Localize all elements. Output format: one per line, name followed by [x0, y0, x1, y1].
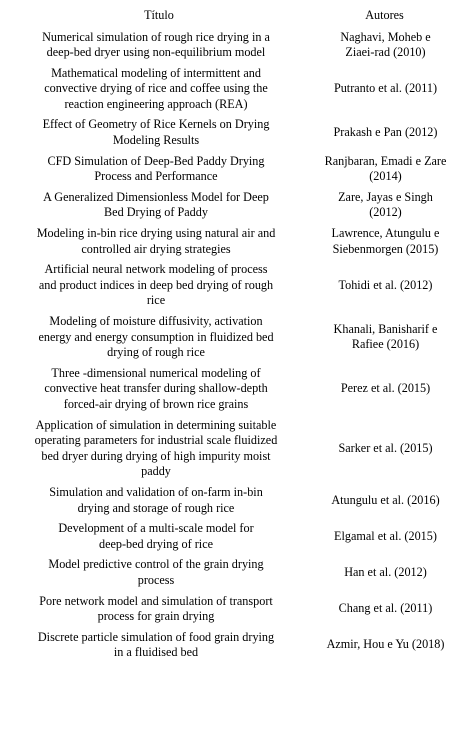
title-cell — [11, 312, 307, 364]
title-line: convective heat transfer during shallow-depth — [44, 381, 268, 396]
table-row — [11, 151, 462, 187]
title-line: drying of rough rice — [107, 345, 205, 360]
authors-cell — [307, 115, 462, 151]
references-table — [11, 8, 462, 663]
title-line: Model predictive control of the grain drying — [48, 557, 264, 572]
title-line: in a fluidised bed — [113, 645, 199, 660]
column-header-authors: Autores — [365, 8, 404, 22]
authors-line: (2014) — [369, 169, 402, 184]
title-line: Discrete particle simulation of food grain drying — [37, 629, 275, 644]
authors-cell — [307, 63, 462, 115]
title-cell — [11, 555, 307, 591]
title-line: Mathematical modeling of intermittent and — [51, 65, 261, 80]
title-line: Simulation and validation of on-farm in-bin — [49, 484, 263, 499]
title-cell — [11, 260, 307, 312]
authors-line: Tohidi et al. (2012) — [338, 277, 433, 292]
title-line: Numerical simulation of rough rice drying in a — [42, 29, 270, 44]
authors-cell — [307, 260, 462, 312]
authors-line: (2012) — [369, 205, 402, 220]
title-line: Application of simulation in determining suitable — [35, 417, 277, 432]
title-cell — [11, 519, 307, 555]
title-line: process — [137, 572, 175, 587]
authors-line: Han et al. (2012) — [344, 565, 427, 580]
authors-line: Atungulu et al. (2016) — [331, 492, 440, 507]
title-line: deep-bed dryer using non-equilibrium model — [46, 45, 266, 60]
table-row — [11, 224, 462, 260]
authors-line: Chang et al. (2011) — [338, 601, 433, 616]
title-line: Bed Drying of Paddy — [104, 205, 208, 220]
title-cell — [11, 151, 307, 187]
authors-cell — [307, 627, 462, 663]
table-header-row — [11, 8, 462, 27]
table-row — [11, 627, 462, 663]
title-line: Modeling of moisture diffusivity, activation — [49, 314, 263, 328]
title-line: bed dryer during drying of high impurity moist — [41, 448, 271, 463]
title-line: Artificial neural network modeling of process — [44, 262, 268, 277]
authors-line: Putranto et al. (2011) — [333, 81, 438, 96]
authors-line: Naghavi, Moheb e — [340, 29, 431, 44]
table-row — [11, 63, 462, 115]
title-line: forced-air drying of brown rice grains — [63, 396, 249, 411]
table-row — [11, 591, 462, 627]
column-header-title: Título — [144, 8, 174, 22]
authors-line: Siebenmorgen (2015) — [332, 241, 439, 256]
title-line: Modeling Results — [112, 133, 200, 148]
authors-cell — [307, 555, 462, 591]
title-cell — [11, 591, 307, 627]
table-row — [11, 415, 462, 482]
title-cell — [11, 363, 307, 415]
title-line: rice — [146, 293, 166, 308]
table-row — [11, 555, 462, 591]
title-line: and product indices in deep bed drying of rough — [38, 277, 274, 292]
title-line: convective drying of rice and coffee using the — [44, 81, 268, 96]
authors-cell — [307, 591, 462, 627]
title-line: energy and energy consumption in fluidized bed — [38, 329, 274, 344]
table-row — [11, 482, 462, 518]
title-line: Process and Performance — [94, 169, 218, 184]
title-line: paddy — [141, 464, 171, 479]
table-row — [11, 27, 462, 63]
title-line: deep-bed drying of rice — [98, 536, 214, 551]
title-cell — [11, 27, 307, 63]
authors-line: Khanali, Banisharif e — [333, 321, 438, 336]
authors-line: Sarker et al. (2015) — [338, 440, 433, 455]
table-row — [11, 519, 462, 555]
title-line: Development of a multi-scale model for — [58, 521, 254, 536]
title-line: operating parameters for industrial scale fluidized — [34, 433, 278, 448]
table-row — [11, 260, 462, 312]
authors-line: Perez et al. (2015) — [340, 381, 431, 396]
title-cell — [11, 187, 307, 223]
authors-line: Elgamal et al. (2015) — [334, 528, 437, 543]
title-cell — [11, 63, 307, 115]
title-line: A Generalized Dimensionless Model for Deep — [43, 189, 269, 204]
authors-line: Azmir, Hou e Yu (2018) — [326, 637, 445, 652]
authors-cell — [307, 27, 462, 63]
title-cell — [11, 224, 307, 260]
authors-cell — [307, 415, 462, 482]
authors-line: Zare, Jayas e Singh — [338, 189, 433, 204]
title-line: Three -dimensional numerical modeling of — [51, 365, 261, 380]
authors-cell — [307, 151, 462, 187]
title-line: reaction engineering approach (REA) — [64, 96, 248, 111]
authors-cell — [307, 482, 462, 518]
title-cell — [11, 482, 307, 518]
table-body — [11, 27, 462, 663]
title-line: Pore network model and simulation of transport — [39, 593, 273, 608]
authors-line: Ranjbaran, Emadi e Zare — [324, 153, 447, 168]
table-row — [11, 187, 462, 223]
title-line: process for grain drying — [97, 609, 215, 624]
table-row — [11, 363, 462, 415]
title-line: drying and storage of rough rice — [77, 500, 235, 515]
title-line: Effect of Geometry of Rice Kernels on Drying — [42, 117, 270, 132]
title-cell — [11, 415, 307, 482]
authors-line: Lawrence, Atungulu e — [331, 226, 440, 241]
authors-cell — [307, 312, 462, 364]
title-line: CFD Simulation of Deep-Bed Paddy Drying — [47, 153, 265, 168]
title-line: Modeling in-bin rice drying using natural air and — [36, 226, 276, 241]
title-cell — [11, 115, 307, 151]
authors-cell — [307, 224, 462, 260]
authors-line: Rafiee (2016) — [351, 337, 420, 352]
authors-cell — [307, 519, 462, 555]
title-line: controlled air drying strategies — [81, 241, 231, 256]
authors-cell — [307, 363, 462, 415]
authors-cell — [307, 187, 462, 223]
authors-line: Ziaei-rad (2010) — [345, 45, 426, 60]
table-row — [11, 115, 462, 151]
authors-line: Prakash e Pan (2012) — [333, 125, 438, 140]
title-cell — [11, 627, 307, 663]
table-row — [11, 312, 462, 364]
